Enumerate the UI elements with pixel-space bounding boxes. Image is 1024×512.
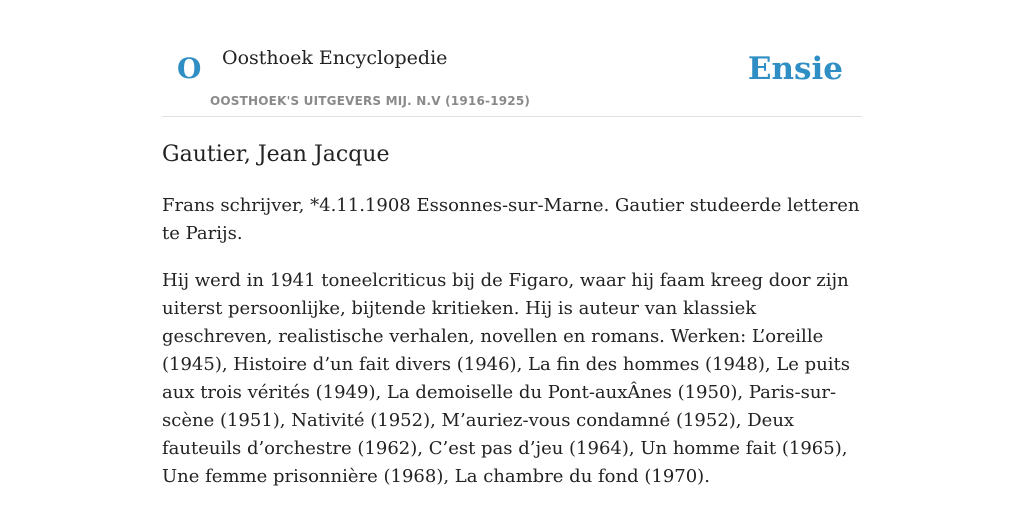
source-title[interactable]: Oosthoek Encyclopedie (222, 47, 448, 69)
site-header (162, 0, 862, 117)
brand-logo-link[interactable]: Ensie (747, 51, 843, 87)
source-subtitle: OOSTHOEK'S UITGEVERS MIJ. N.V (1916-1925) (210, 94, 531, 108)
entry-title: Gautier, Jean Jacque (162, 142, 390, 167)
entry-paragraph: Frans schrijver, *4.11.1908 Essonnes-sur-Marne. Gautier studeerde letteren te Parijs. (162, 195, 860, 244)
entry-content (162, 192, 862, 510)
source-logo-letter[interactable]: O (177, 52, 202, 85)
entry-paragraph: Hij werd in 1941 toneelcriticus bij de Figaro, waar hij faam kreeg door zijn uiterst persoonlijke, bijtende kritieken. Hij is auteur van klassiek geschreven, realistische verhalen, novellen en romans. Werken: L’oreille (1945), Histoire d’un fait divers (1946), La fin des hommes (1948), Le puits aux trois vérités (1949), La demoiselle du Pont-auxÂnes (1950), Paris-sur-scène (1951), Nativité (1952), M’auriez-vous condamné (1952), Deux fauteuils d’orchestre (1962), C’est pas d’jeu (1964), Un homme fait (1965), Une femme prisonnière (1968), La chambre du fond (1970). (162, 270, 851, 487)
